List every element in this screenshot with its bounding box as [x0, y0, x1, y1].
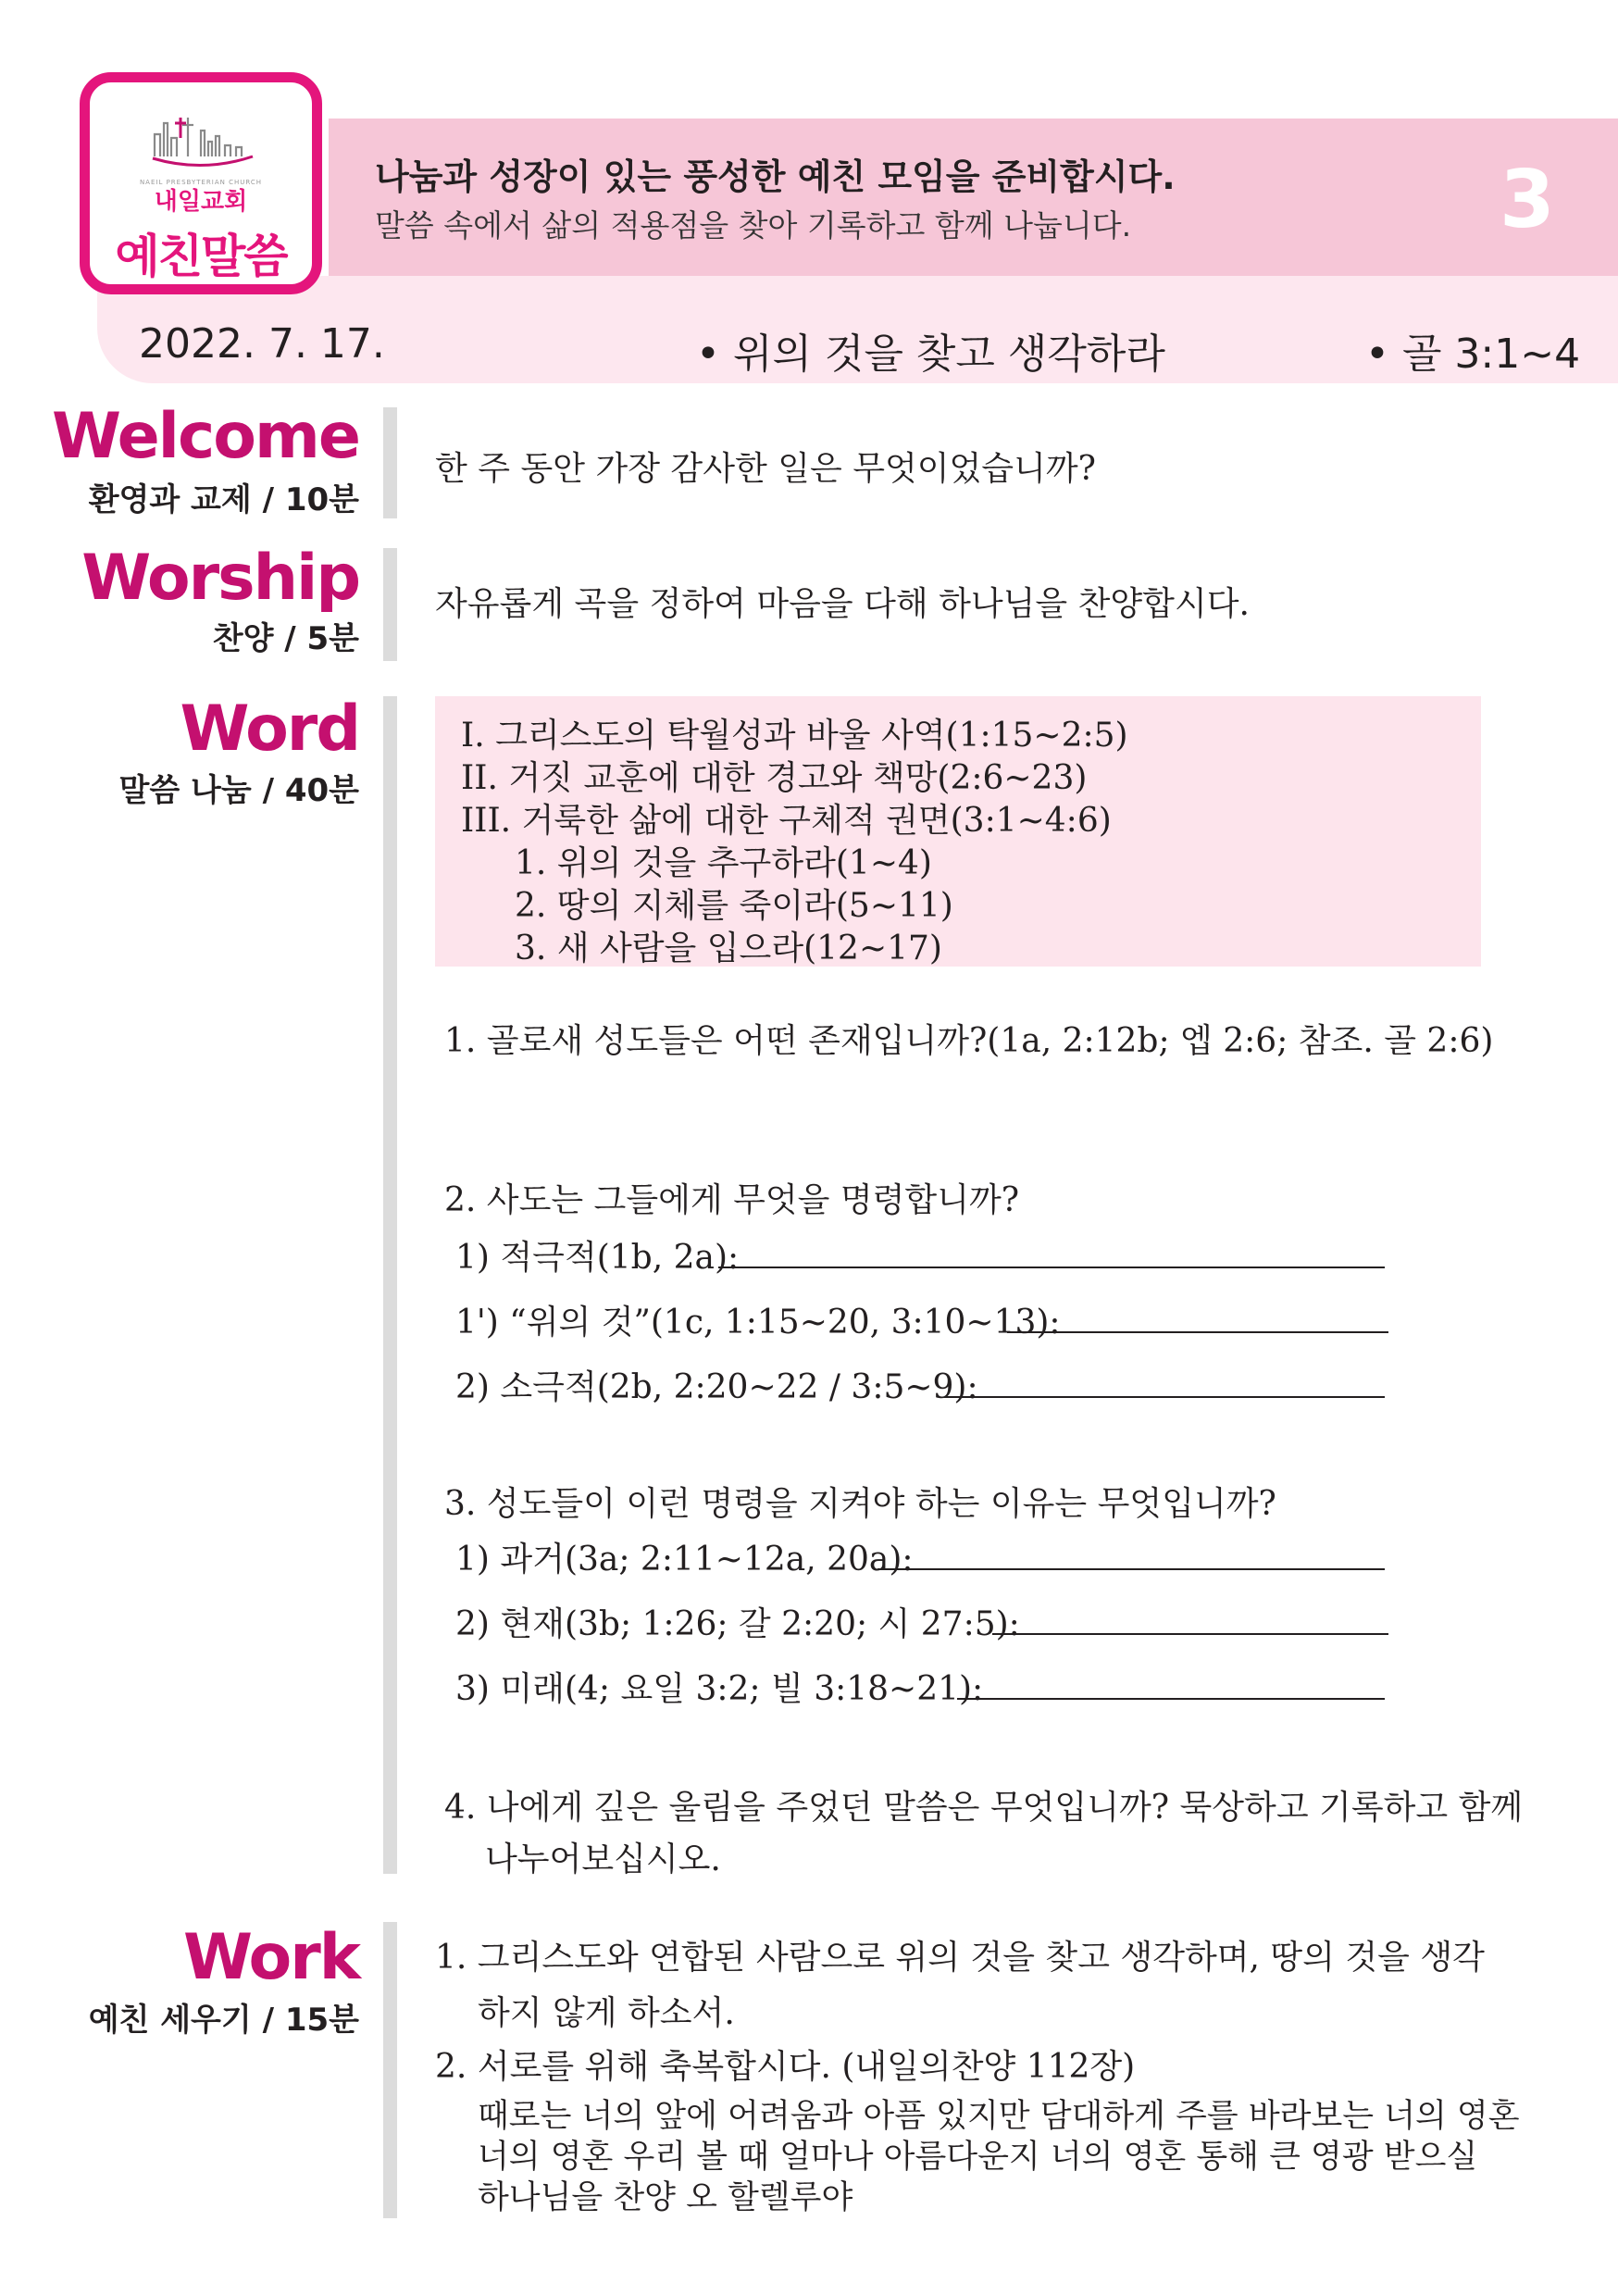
question-2: 2. 사도는 그들에게 무엇을 명령합니까? — [444, 1181, 1020, 1219]
worship-divider — [383, 548, 397, 661]
worship-text: 자유롭게 곡을 정하여 마음을 다해 하나님을 찬양합시다. — [435, 585, 1250, 623]
outline-item: I. 그리스도의 탁월성과 바울 사역(1:15~2:5) — [461, 717, 1128, 755]
work-subtitle: 예친 세우기 / 15분 — [88, 2002, 359, 2039]
work-title: Work — [182, 1921, 359, 1994]
outline-item: III. 거룩한 삶에 대한 구체적 권면(3:1~4:6) — [461, 802, 1112, 840]
date: 2022. 7. 17. — [139, 320, 385, 368]
question-4-continued: 나누어보십시오. — [485, 1841, 721, 1878]
answer-line[interactable] — [944, 1396, 1385, 1398]
welcome-title: Welcome — [51, 400, 359, 473]
header-subtitle: 말씀 속에서 삶의 적용점을 찾아 기록하고 함께 나눕니다. — [375, 207, 1132, 243]
outline-subitem: 3. 새 사람을 입으라(12~17) — [515, 930, 942, 967]
logo-church-name: 내일교회 — [154, 188, 248, 216]
answer-line[interactable] — [1007, 1331, 1388, 1333]
outline-item: II. 거짓 교훈에 대한 경고와 책망(2:6~23) — [461, 759, 1088, 797]
question-4: 4. 나에게 깊은 울림을 주었던 말씀은 무엇입니까? 묵상하고 기록하고 함께 — [444, 1789, 1524, 1827]
answer-line[interactable] — [957, 1698, 1385, 1700]
question-2-item: 1) 적극적(1b, 2a): — [455, 1239, 740, 1277]
issue-number: 3 — [1500, 154, 1555, 246]
theme: • 위의 것을 찾고 생각하라 — [696, 331, 1165, 378]
blessing-item-2: 2. 서로를 위해 축복합시다. (내일의찬양 112장) — [435, 2048, 1136, 2086]
word-subtitle: 말씀 나눔 / 40분 — [118, 772, 359, 809]
header-title: 나눔과 성장이 있는 풍성한 예친 모임을 준비합시다. — [375, 156, 1176, 197]
song-lyric-line: 하나님을 찬양 오 할렐루야 — [478, 2179, 853, 2216]
answer-line[interactable] — [718, 1267, 1385, 1268]
logo-church-name-en: NAEIL PRESBYTERIAN CHURCH — [139, 179, 263, 186]
logo — [80, 72, 322, 294]
word-title: Word — [180, 693, 359, 766]
welcome-subtitle: 환영과 교제 / 10분 — [88, 481, 359, 518]
prayer-item-1: 1. 그리스도와 연합된 사람으로 위의 것을 찾고 생각하며, 땅의 것을 생각 — [435, 1939, 1485, 1977]
welcome-text: 한 주 동안 가장 감사한 일은 무엇이었습니까? — [435, 450, 1096, 488]
song-lyric-line: 너의 영혼 우리 볼 때 얼마나 아름다운지 너의 영혼 통해 큰 영광 받으실 — [478, 2139, 1478, 2176]
worship-subtitle: 찬양 / 5분 — [212, 620, 359, 657]
answer-line[interactable] — [877, 1568, 1385, 1570]
scripture-reference: • 골 3:1~4 — [1365, 331, 1581, 378]
song-lyric-line: 때로는 너의 앞에 어려움과 아픔 있지만 담대하게 주를 바라보는 너의 영혼 — [478, 2098, 1520, 2135]
question-3: 3. 성도들이 이런 명령을 지켜야 하는 이유는 무엇입니까? — [444, 1485, 1276, 1523]
welcome-divider — [383, 407, 397, 518]
question-2-item: 1') “위의 것”(1c, 1:15~20, 3:10~13): — [455, 1304, 1061, 1341]
question-2-item: 2) 소극적(2b, 2:20~22 / 3:5~9): — [455, 1368, 978, 1406]
prayer-item-1-continued: 하지 않게 하소서. — [478, 1994, 735, 2032]
question-1: 1. 골로새 성도들은 어떤 존재입니까?(1a, 2:12b; 엡 2:6; 참조. 골 2:6) — [444, 1022, 1494, 1060]
church-skyline-icon — [147, 110, 258, 169]
sermon-outline — [435, 696, 1481, 967]
word-divider — [383, 696, 397, 1874]
worship-title: Worship — [81, 542, 359, 615]
question-3-item: 1) 과거(3a; 2:11~12a, 20a): — [455, 1541, 914, 1578]
outline-subitem: 2. 땅의 지체를 죽이라(5~11) — [515, 887, 953, 925]
question-3-item: 2) 현재(3b; 1:26; 갈 2:20; 시 27:5): — [455, 1605, 1020, 1643]
answer-line[interactable] — [992, 1633, 1388, 1635]
logo-title: 예친말씀 — [115, 230, 287, 283]
outline-subitem: 1. 위의 것을 추구하라(1~4) — [515, 844, 932, 882]
question-3-item: 3) 미래(4; 요일 3:2; 빌 3:18~21): — [455, 1670, 984, 1708]
work-divider — [383, 1922, 397, 2218]
